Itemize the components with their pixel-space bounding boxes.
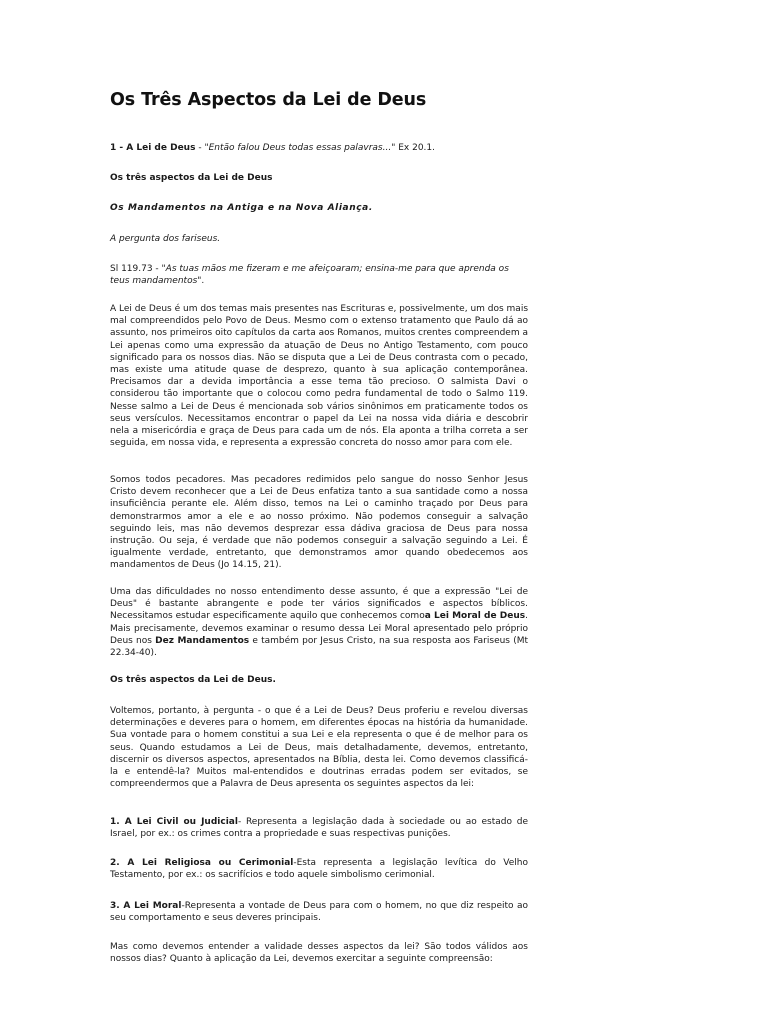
section-heading-2: Os três aspectos da Lei de Deus. [110,675,276,685]
paragraph-3-text-c: e também por Jesus Cristo, na sua resposta aos Fariseus (Mt 22.34-40). [110,635,529,659]
list-item-lei-religiosa [110,857,528,881]
list-item-text: - Representa a legislação dada à sociedade ou ao estado de Israel, por ex.: os crimes contra a propriedade e suas respectivas punições. [110,817,528,840]
paragraph-1: A Lei de Deus é um dos temas mais presentes nas Escrituras e, possivelmente, um dos mais mal compreendidos pelo Povo de Deus. Mesmo com o extenso tratamento que Paulo dá ao assunto, nos primeiros oito capítulos da carta aos Romanos, muitos crentes compreendem a Lei apenas como uma expressão da atuação de Deus no Antigo Testamento, com pouco significado para os nossos dias. Não se disputa que a Lei de Deus contrasta com o pecado, mas existe uma atitude quase de desprezo, quanto à sua aplicação contemporânea. Precisamos dar a devida importância a esse tema tão precioso. O salmista Davi o considerou tão importante que o colocou como pedra fundamental de todo o Salmo 119. Nesse salmo a Lei de Deus é mencionada sob vários sinônimos em praticamente todos os seus versículos. Necessitamos encontrar o papel da Lei na nossa vida diária e descobrir nela a misericórdia e graça de Deus para cada um de nós. Ela aponta a trilha correta a ser seguida, em nossa vida, e representa a expressão concreta do nosso amor para com ele. [110,304,529,449]
paragraph-3 [110,586,528,659]
verse-end: . [201,276,205,287]
intro-number: 1 - [110,143,127,153]
section-heading-1: Os três aspectos da Lei de Deus [110,173,273,183]
subheading: Os Mandamentos na Antiga e na Nova Aliança. [110,203,373,213]
lei-moral-emphasis: a Lei Moral de Deus [424,611,526,622]
intro-ref: Ex 20.1. [395,143,435,153]
paragraph-5: Mas como devemos entender a validade desses aspectos da lei? São todos válidos aos nossos dias? Quanto à aplicação da Lei, devemos exercitar a seguinte compreensão: [110,942,528,965]
paragraph-3-text-a: Uma das dificuldades no nosso entendimento desse assunto, é que a expressão "Lei de Deus" é bastante abrangente e pode ter vários significados e aspectos bíblicos. Necessitamos estudar especificamente aquilo que conhecemos como [110,587,528,622]
intro-quote: "Então falou Deus todas essas palavras..." [204,143,396,153]
verse-quote: "As tuas mãos me fizeram e me afeiçoaram; ensina-me para que aprenda os teus mandamentos" [110,264,509,287]
document-title: Os Três Aspectos da Lei de Deus [110,90,427,110]
list-item-label: 3. A Lei Moral [110,901,182,911]
list-item-label: 2. A Lei Religiosa ou Cerimonial [110,858,294,868]
verse-line [110,263,528,287]
paragraph-2: Somos todos pecadores. Mas pecadores redimidos pelo sangue do nosso Senhor Jesus Cristo devem reconhecer que a Lei de Deus enfatiza tanto a sua santidade como a nossa insuficiência perante ele. Além disso, temos na Lei o caminho traçado por Deus para demonstrarmos amor a ele e ao nosso próximo. Não podemos conseguir a salvação seguindo leis, mas não devemos desprezar essa dádiva graciosa de Deus para nossa instrução. Ou seja, é verdade que não podemos conseguir a salvação seguindo a Lei. É igualmente verdade, entretanto, que demonstramos amor quando obedecemos aos mandamentos de Deus (Jo 14.15, 21). [110,475,528,571]
intro-dash: - [195,143,205,153]
list-item-lei-civil [110,816,528,840]
paragraph-3-text-b: . Mais precisamente, devemos examinar o resumo dessa Lei Moral apresentado pelo próprio Deus nos [110,611,528,646]
list-item-text: -Representa a vontade de Deus para com o homem, no que diz respeito ao seu comportamento e seus deveres principais. [110,901,528,924]
list-item-label: 1. A Lei Civil ou Judicial [110,817,238,827]
paragraph-4: Voltemos, portanto, à pergunta - o que é a Lei de Deus? Deus proferiu e revelou diversas determinações e deveres para o homem, em diferentes épocas na história da humanidade. Sua vontade para o homem constitui a sua Lei e ela representa o que é de melhor para os seus. Quando estudamos a Lei de Deus, mais detalhadamente, devemos, entretanto, discernir os diversos aspectos, apresentados na Bíblia, desta lei. Como devemos classificá-la e entendê-la? Muitos mal-entendidos e doutrinas erradas podem ser evitados, se compreendermos que a Palavra de Deus apresenta os seguintes aspectos da lei: [110,706,528,790]
verse-ref: Sl 119.73 - [110,264,162,274]
intro-line [110,142,528,154]
list-item-text: -Esta representa a legislação levítica do Velho Testamento, por ex.: os sacrifícios e todo aquele simbolismo cerimonial. [110,858,528,881]
list-item-lei-moral [110,900,528,924]
dez-mandamentos-emphasis: Dez Mandamentos [155,635,250,646]
intro-label: A Lei de Deus [126,143,196,153]
question-line: A pergunta dos fariseus. [110,234,221,244]
